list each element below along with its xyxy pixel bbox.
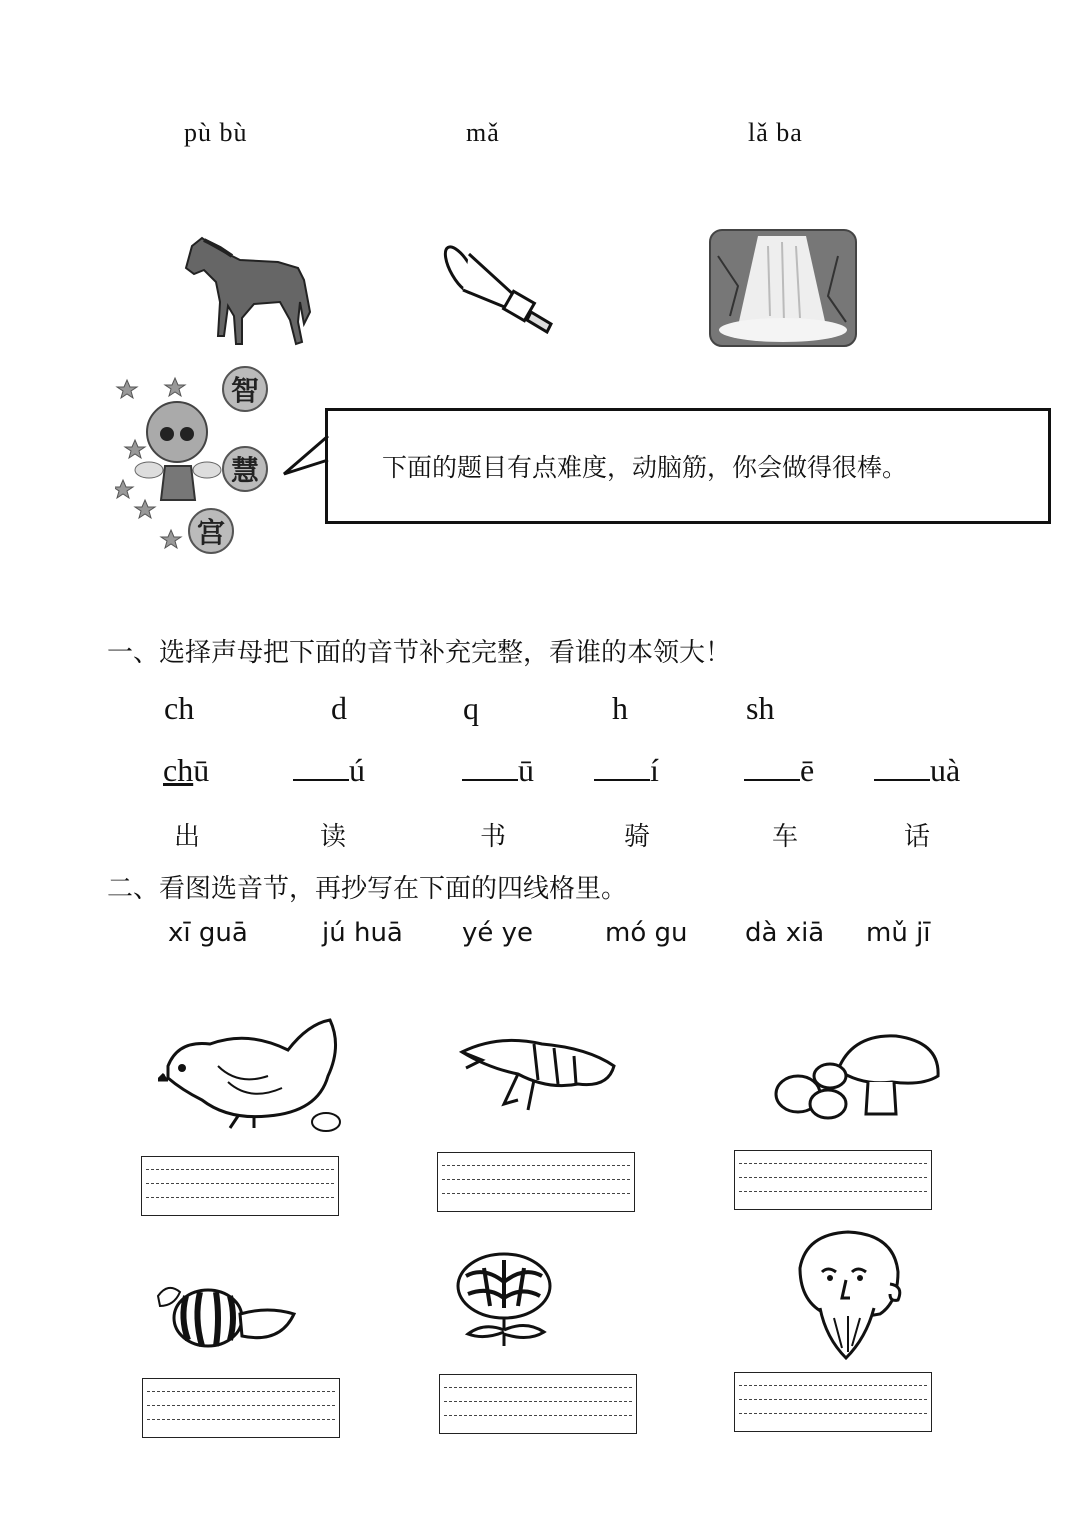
pinyin-ma: mǎ [466, 118, 500, 147]
char-shu: 书 [480, 822, 507, 852]
section1-heading: 一、选择声母把下面的音节补充完整，看谁的本领大！ [107, 638, 732, 668]
section2-heading: 二、看图选音节，再抄写在下面的四线格里。 [107, 874, 628, 904]
option-mogu: mó gu [605, 918, 688, 948]
initial-sh: sh [746, 690, 775, 726]
syllable-final: ū [518, 752, 534, 788]
writing-grid[interactable] [439, 1374, 637, 1434]
char-hua: 话 [904, 822, 931, 852]
blank-input[interactable] [874, 753, 930, 781]
syllable-qi [594, 752, 659, 789]
char-qi: 骑 [624, 822, 651, 852]
syllable-shu [462, 752, 534, 789]
syllable-final: ē [800, 752, 815, 788]
badge-hui: 慧 [222, 446, 268, 492]
blank-input[interactable] [594, 753, 650, 781]
option-daxia: dà xiā [745, 918, 825, 948]
writing-grid[interactable] [141, 1156, 339, 1216]
writing-grid[interactable] [734, 1372, 932, 1432]
option-juhua: jú huā [322, 918, 403, 948]
initial-d: d [331, 690, 347, 726]
syllable-final: í [650, 752, 659, 788]
blank-input[interactable] [293, 753, 349, 781]
syllable-du [293, 752, 365, 789]
speech-bubble [325, 408, 1051, 524]
char-chu: 出 [174, 822, 201, 852]
grandpa-image [786, 1228, 910, 1360]
syllable-final: uà [930, 752, 961, 788]
blank-input[interactable] [462, 753, 518, 781]
char-du: 读 [320, 822, 347, 852]
shrimp-image [458, 1030, 622, 1114]
pinyin-pubu: pù bù [184, 118, 248, 147]
hen-image [158, 1016, 346, 1134]
syllable-che [744, 752, 814, 789]
initial-ch: ch [164, 690, 195, 726]
filled-initial: ch [163, 752, 194, 788]
bubble-text: 下面的题目有点难度，动脑筋，你会做得很棒。 [382, 453, 908, 482]
badge-gong: 宫 [188, 508, 234, 554]
writing-grid[interactable] [142, 1378, 340, 1438]
syllable-hua [874, 752, 960, 789]
bubble-tail [282, 432, 330, 480]
option-yeye: yé ye [462, 918, 534, 948]
watermelon-image [150, 1274, 296, 1350]
waterfall-image [708, 226, 858, 350]
writing-grid[interactable] [437, 1152, 635, 1212]
option-xigua: xī guā [168, 918, 248, 948]
blank-input[interactable] [744, 753, 800, 781]
badge-zhi: 智 [222, 366, 268, 412]
writing-grid[interactable] [734, 1150, 932, 1210]
char-che: 车 [772, 822, 799, 852]
trumpet-image [443, 238, 559, 334]
option-muji: mǔ jī [866, 918, 931, 948]
chrysanthemum-image [444, 1246, 568, 1346]
initial-h: h [612, 690, 628, 726]
pinyin-laba: lǎ ba [748, 118, 803, 147]
syllable-chu [163, 752, 209, 789]
mushroom-image [772, 1030, 950, 1120]
initial-q: q [463, 690, 479, 726]
syllable-final: ú [349, 752, 365, 788]
syllable-final: ū [193, 752, 210, 788]
horse-image [180, 232, 314, 354]
